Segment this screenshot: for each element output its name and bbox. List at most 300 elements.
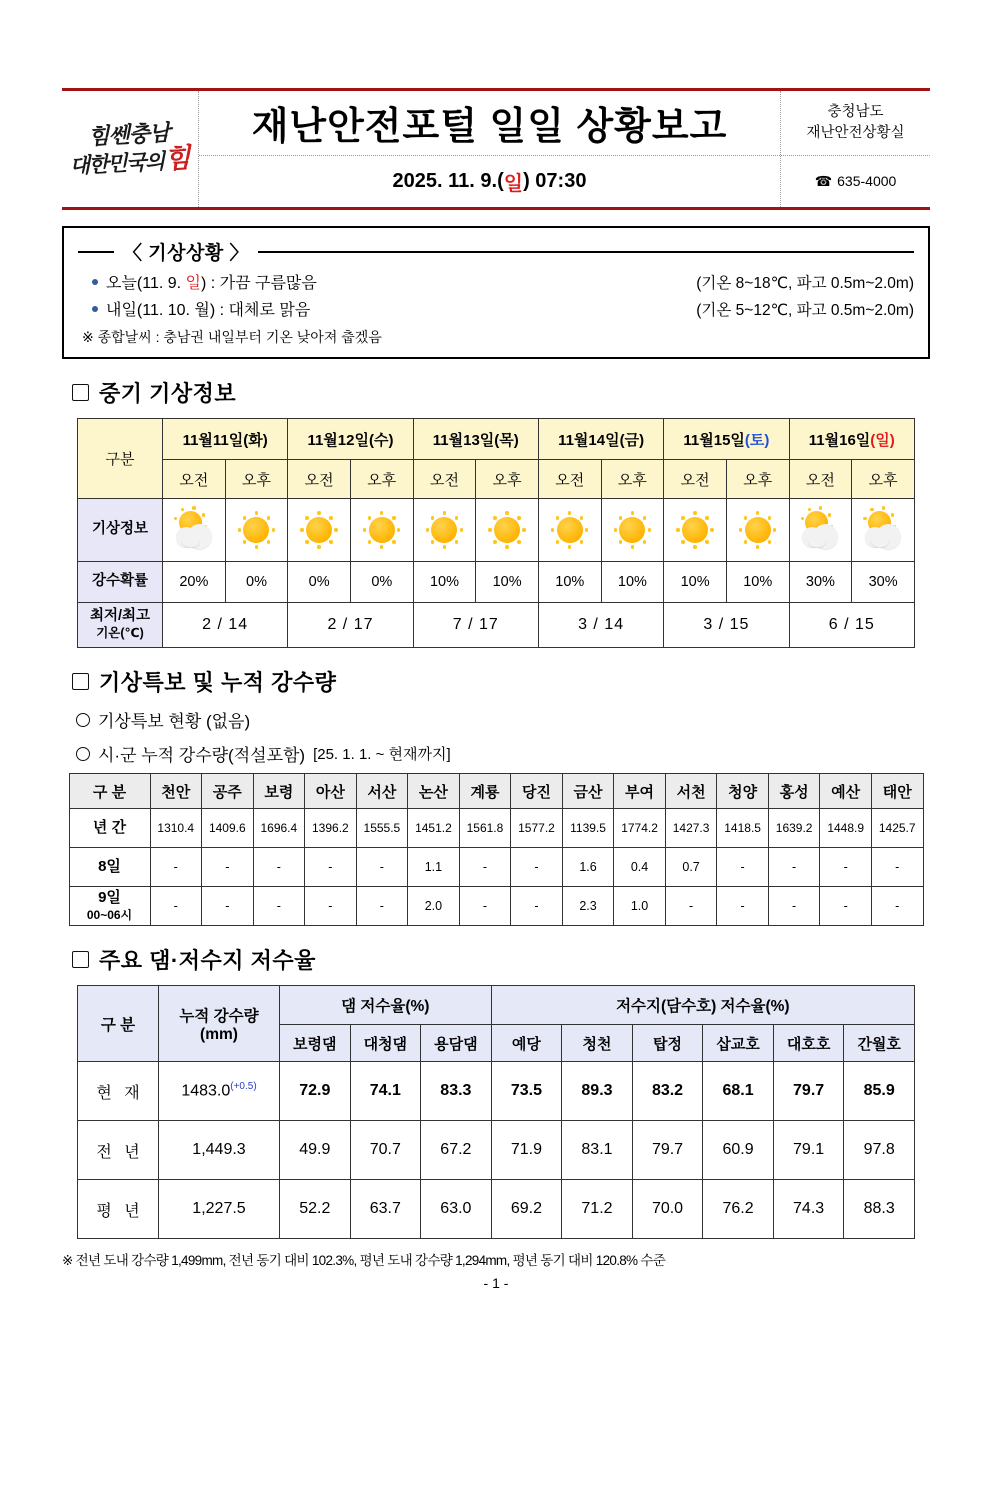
date-header-weekday: (화) <box>243 431 268 449</box>
precip-cell: 1.0 <box>614 887 666 926</box>
precip-cell: - <box>202 887 254 926</box>
weather-icon-cell-1 <box>225 499 288 562</box>
sun-ray <box>705 516 708 519</box>
ampm-header: 오전 <box>789 460 852 499</box>
ampm-header: 오후 <box>476 460 539 499</box>
pop-cell: 10% <box>664 562 727 603</box>
weather-icon-cell-2 <box>288 499 351 562</box>
precip-col-header: 구 분 <box>69 774 150 809</box>
precip-col-header: 계룡 <box>459 774 511 809</box>
circle-bullet-icon <box>76 747 90 761</box>
cloud-puff <box>871 533 889 547</box>
precip-cell: 1451.2 <box>408 809 460 848</box>
precip-cell: - <box>459 848 511 887</box>
sun-ray <box>614 528 617 531</box>
report-date-weekday: 일 <box>503 172 524 195</box>
midterm-ampm-row <box>78 460 915 499</box>
midterm-gubun-header: 구분 <box>78 419 163 499</box>
precip-row-label-sub: 00~06시 <box>86 908 133 922</box>
dam-value-cell: 83.1 <box>562 1121 633 1180</box>
dam-group-header: 댐 저수율(%) <box>280 986 492 1025</box>
precip-cell: - <box>820 887 872 926</box>
precip-cell: - <box>150 887 202 926</box>
sun-ray <box>619 540 622 543</box>
reservoir-name-header: 청천 <box>562 1025 633 1062</box>
precip-cell: - <box>871 887 923 926</box>
weather-icon-cell-8 <box>664 499 727 562</box>
precip-header-row <box>69 774 923 809</box>
ampm-header: 오전 <box>163 460 226 499</box>
weather-icon-row <box>78 499 915 562</box>
date-header-weekday: (목) <box>494 431 519 449</box>
sun-ray <box>493 516 496 519</box>
dam-value-cell: 83.2 <box>632 1062 703 1121</box>
sun-ray <box>739 528 742 531</box>
sun-ray <box>460 528 463 531</box>
reservoir-name-header: 삽교호 <box>703 1025 774 1062</box>
bullet-icon <box>92 279 98 285</box>
midterm-forecast-table <box>77 418 915 648</box>
precip-row-label <box>69 887 150 926</box>
sun-ray <box>517 516 520 519</box>
dam-value-cell: 83.3 <box>421 1062 492 1121</box>
section-title-alerts: 기상특보 및 누적 강수량 <box>99 670 337 695</box>
precip-cell: - <box>717 848 769 887</box>
alert-status-text: 기상특보 현황 (없음) <box>98 712 251 731</box>
ampm-header: 오전 <box>538 460 601 499</box>
table-row <box>69 848 923 887</box>
sun-ray <box>648 528 651 531</box>
precip-cell: - <box>717 887 769 926</box>
cumulative-precip-period: [25. 1. 1. ~ 현재까지] <box>313 746 451 763</box>
sun-disc <box>619 517 645 543</box>
dam-value-cell: 89.3 <box>562 1062 633 1121</box>
ampm-header: 오후 <box>852 460 915 499</box>
telephone-icon: ☎ <box>814 172 833 189</box>
pop-cell: 10% <box>538 562 601 603</box>
pop-cell: 10% <box>726 562 789 603</box>
report-datetime <box>199 156 780 207</box>
sun-ray <box>317 545 320 548</box>
sun-ray <box>693 511 696 514</box>
overall-weather-note: ※ 종합날씨 : 충남권 내일부터 기온 낮아져 춥겠음 <box>82 329 382 345</box>
cloud-puff <box>182 533 200 547</box>
legend-label: 〈 기상상황 〉 <box>123 243 249 264</box>
sun-ray <box>505 545 508 548</box>
pop-cell: 30% <box>789 562 852 603</box>
org-line1: 충청남도 <box>827 103 884 120</box>
chungnam-logo <box>62 91 199 207</box>
dam-value-cell: 69.2 <box>491 1180 562 1239</box>
date-header-weekday: (토) <box>744 431 770 449</box>
weather-icon-cell-6 <box>538 499 601 562</box>
precip-cell: - <box>820 848 872 887</box>
row-label-pop: 강수확률 <box>78 562 163 603</box>
dam-precip-value: 1483.0 <box>181 1082 231 1100</box>
logo-line2-red: 힘 <box>164 142 192 175</box>
page-title: 재난안전포털 일일 상황보고 <box>199 91 780 156</box>
date-header-4 <box>664 419 789 460</box>
dam-precip-header <box>159 986 280 1062</box>
sub-heading-alert-status <box>76 707 930 732</box>
precip-col-header: 청양 <box>717 774 769 809</box>
dam-value-cell: 67.2 <box>421 1121 492 1180</box>
precip-cell: 1448.9 <box>820 809 872 848</box>
sun-ray <box>568 545 571 548</box>
date-header-1 <box>288 419 413 460</box>
sun-ray <box>551 528 554 531</box>
ampm-header: 오후 <box>225 460 288 499</box>
precip-cell: 1555.5 <box>356 809 408 848</box>
precip-cell: 1.1 <box>408 848 460 887</box>
table-row <box>78 1121 915 1180</box>
sun-ray <box>380 511 383 514</box>
sun-ray <box>773 528 776 531</box>
tomorrow-suffix: ) : 대체로 맑음 <box>209 302 311 319</box>
row-label-weather: 기상정보 <box>78 499 163 562</box>
date-header-5 <box>789 419 914 460</box>
weather-icon-cell-9 <box>726 499 789 562</box>
phone-number: 635-4000 <box>837 173 897 190</box>
sun-ray <box>705 540 708 543</box>
sun-ray <box>397 528 400 531</box>
sun-disc <box>494 517 520 543</box>
date-header-text: 11월14일 <box>558 431 620 449</box>
date-header-text: 11월15일 <box>683 431 745 449</box>
sun-ray <box>380 545 383 548</box>
precip-cell: 1425.7 <box>871 809 923 848</box>
precip-col-header: 서산 <box>356 774 408 809</box>
sun-ray <box>455 540 458 543</box>
cloud-puff <box>808 533 826 547</box>
circle-bullet-icon <box>76 713 90 727</box>
sun-disc <box>682 517 708 543</box>
dam-precip-delta: (+0.5) <box>230 1081 257 1093</box>
section-heading-midterm <box>72 377 930 408</box>
dam-value-cell: 97.8 <box>844 1121 915 1180</box>
sun-ray <box>568 511 571 514</box>
precip-cell: - <box>202 848 254 887</box>
sun-ray <box>174 517 177 520</box>
temp-cell: 6 / 15 <box>789 603 914 648</box>
precip-col-header: 보령 <box>253 774 305 809</box>
dam-value-cell: 71.2 <box>562 1180 633 1239</box>
sun-icon <box>736 509 780 551</box>
sun-ray <box>392 540 395 543</box>
date-header-text: 11월12일 <box>307 431 369 449</box>
precip-cell: - <box>871 848 923 887</box>
precip-tbody <box>69 809 923 926</box>
dam-value-cell: 79.7 <box>632 1121 703 1180</box>
table-row <box>69 887 923 926</box>
tomorrow-label <box>106 297 310 320</box>
sun-ray <box>517 540 520 543</box>
precip-col-header: 예산 <box>820 774 872 809</box>
precip-cell: - <box>356 848 408 887</box>
weather-box-legend <box>78 238 914 265</box>
sun-ray <box>891 513 894 516</box>
date-header-weekday: (일) <box>870 431 895 449</box>
temp-cell: 3 / 15 <box>664 603 789 648</box>
sun-ray <box>808 508 811 511</box>
dam-value-cell: 63.7 <box>350 1180 421 1239</box>
precip-cell: - <box>150 848 202 887</box>
checkbox-icon <box>72 673 89 690</box>
precip-cell: 0.4 <box>614 848 666 887</box>
pop-cell: 10% <box>601 562 664 603</box>
sun-ray <box>300 528 303 531</box>
sun-ray <box>493 540 496 543</box>
sun-disc <box>243 517 269 543</box>
report-date-suffix: ) 07:30 <box>523 169 587 192</box>
precip-cell: - <box>356 887 408 926</box>
section-title-midterm: 중기 기상정보 <box>99 381 237 406</box>
sun-ray <box>643 516 646 519</box>
pop-cell: 0% <box>288 562 351 603</box>
date-header-3 <box>538 419 663 460</box>
sun-ray <box>267 516 270 519</box>
dam-group-header-row <box>78 986 915 1025</box>
sun-ray <box>329 540 332 543</box>
row-label-temp <box>78 603 163 648</box>
sun-ray <box>828 513 831 516</box>
ampm-header: 오후 <box>350 460 413 499</box>
weather-icon-cell-11 <box>852 499 915 562</box>
sun-disc <box>369 517 395 543</box>
sun-ray <box>676 528 679 531</box>
logo-artwork <box>68 120 192 177</box>
reservoir-name-header: 대호호 <box>773 1025 844 1062</box>
precip-col-header: 당진 <box>511 774 563 809</box>
ampm-header: 오전 <box>664 460 727 499</box>
precip-col-header: 태안 <box>871 774 923 809</box>
dam-precip-header-l1: 누적 강수량 <box>179 1007 259 1025</box>
weather-icon-cell-10 <box>789 499 852 562</box>
dam-value-cell: 74.3 <box>773 1180 844 1239</box>
dam-value-cell: 76.2 <box>703 1180 774 1239</box>
bullet-icon <box>92 306 98 312</box>
dam-value-cell: 70.0 <box>632 1180 703 1239</box>
sun-ray <box>426 528 429 531</box>
date-header-text: 11월13일 <box>432 431 495 449</box>
precip-cell: 2.0 <box>408 887 460 926</box>
sun-ray <box>882 506 885 509</box>
sun-ray <box>710 528 713 531</box>
precip-cell: - <box>305 887 357 926</box>
dam-value-cell: 73.5 <box>491 1062 562 1121</box>
dam-value-cell: 70.7 <box>350 1121 421 1180</box>
precip-cell: 0.7 <box>665 848 717 887</box>
sun-icon <box>673 509 717 551</box>
sun-ray <box>488 528 491 531</box>
sun-ray <box>619 516 622 519</box>
reservoir-name-header: 예당 <box>491 1025 562 1062</box>
sun-icon <box>360 509 404 551</box>
dam-thead <box>78 986 915 1062</box>
sun-ray <box>580 540 583 543</box>
precip-cell: - <box>511 887 563 926</box>
sun-ray <box>255 545 258 548</box>
precip-col-header: 금산 <box>562 774 614 809</box>
sun-ray <box>243 540 246 543</box>
dam-name-header: 보령댐 <box>280 1025 351 1062</box>
weather-icon-cell-5 <box>476 499 539 562</box>
dam-gubun-header: 구 분 <box>78 986 159 1062</box>
weather-situation-box <box>62 226 930 359</box>
reservoir-name-header: 탑정 <box>632 1025 703 1062</box>
ampm-header: 오후 <box>601 460 664 499</box>
sun-ray <box>368 516 371 519</box>
precip-row-label-main: 9일 <box>98 888 121 906</box>
pop-cell: 0% <box>350 562 413 603</box>
weather-icon-cell-7 <box>601 499 664 562</box>
checkbox-icon <box>72 384 89 401</box>
legend-dash-right <box>258 251 914 253</box>
sub-heading-cumulative-precip <box>76 741 930 766</box>
sun-ray <box>556 516 559 519</box>
section-heading-dam <box>72 944 930 975</box>
precip-col-header: 천안 <box>150 774 202 809</box>
document-header <box>62 88 930 210</box>
sun-ray <box>756 545 759 548</box>
precip-col-header: 논산 <box>408 774 460 809</box>
header-org-panel <box>780 91 930 207</box>
sun-disc <box>306 517 332 543</box>
sun-ray <box>556 540 559 543</box>
sun-ray <box>305 540 308 543</box>
precip-col-header: 공주 <box>202 774 254 809</box>
sun-behind-cloud-icon <box>861 509 905 551</box>
temp-cell: 7 / 17 <box>413 603 538 648</box>
ampm-header: 오전 <box>413 460 476 499</box>
sun-behind-cloud-icon <box>798 509 842 551</box>
dam-precip-header-l2: (mm) <box>200 1025 238 1043</box>
precip-cell: 1639.2 <box>768 809 820 848</box>
precip-cell: - <box>459 887 511 926</box>
sun-ray <box>317 511 320 514</box>
sun-ray <box>768 540 771 543</box>
sun-ray <box>255 511 258 514</box>
dam-row-label: 전 년 <box>78 1121 159 1180</box>
sun-ray <box>238 528 241 531</box>
sun-icon <box>548 509 592 551</box>
report-page <box>0 88 992 1491</box>
dam-name-header: 대청댐 <box>350 1025 421 1062</box>
sun-disc <box>745 517 771 543</box>
footnote-text: ※ 전년 도내 강수량 1,499mm, 전년 동기 대비 102.3%, 평년 도내 강수량 1,294mm, 평년 동기 대비 120.8% 수준 <box>62 1253 666 1268</box>
tomorrow-weather-line <box>92 297 914 320</box>
sun-behind-cloud-icon <box>172 509 216 551</box>
logo-line2 <box>69 144 191 177</box>
sun-ray <box>522 528 525 531</box>
precip-col-header: 서천 <box>665 774 717 809</box>
dam-value-cell: 52.2 <box>280 1180 351 1239</box>
sun-icon <box>422 509 466 551</box>
pop-cell: 0% <box>225 562 288 603</box>
dam-precip-cell: 1,449.3 <box>159 1121 280 1180</box>
sun-ray <box>744 516 747 519</box>
temp-cell: 2 / 14 <box>163 603 288 648</box>
dam-value-cell: 85.9 <box>844 1062 915 1121</box>
sun-ray <box>756 511 759 514</box>
dam-value-cell: 63.0 <box>421 1180 492 1239</box>
sun-ray <box>819 506 822 509</box>
temp-cell: 3 / 14 <box>538 603 663 648</box>
pop-cell: 20% <box>163 562 226 603</box>
dam-value-cell: 71.9 <box>491 1121 562 1180</box>
precip-cell: 2.3 <box>562 887 614 926</box>
dam-value-cell: 79.7 <box>773 1062 844 1121</box>
precip-row-label: 8일 <box>69 848 150 887</box>
sun-ray <box>863 517 866 520</box>
pop-cell: 30% <box>852 562 915 603</box>
dam-value-cell: 74.1 <box>350 1062 421 1121</box>
sun-ray <box>267 540 270 543</box>
today-values: (기온 8~18℃, 파고 0.5m~2.0m) <box>696 275 914 292</box>
dam-value-cell: 79.1 <box>773 1121 844 1180</box>
sun-ray <box>631 511 634 514</box>
sun-ray <box>870 508 873 511</box>
dam-row-label: 현 재 <box>78 1062 159 1121</box>
precip-cell: 1774.2 <box>614 809 666 848</box>
sun-ray <box>744 540 747 543</box>
table-row <box>78 1062 915 1121</box>
sun-ray <box>431 540 434 543</box>
page-number: - 1 - <box>483 1275 509 1291</box>
precip-cell: - <box>768 848 820 887</box>
weather-icon-cell-4 <box>413 499 476 562</box>
sun-disc <box>557 517 583 543</box>
precip-probability-row <box>78 562 915 603</box>
sun-ray <box>272 528 275 531</box>
sun-ray <box>334 528 337 531</box>
sun-icon <box>610 509 654 551</box>
dam-precip-cell: 1,227.5 <box>159 1180 280 1239</box>
org-line2: 재난안전상황실 <box>806 124 905 141</box>
sun-ray <box>631 545 634 548</box>
logo-line1: 힘쎈충남 <box>88 119 171 150</box>
table-row <box>78 1180 915 1239</box>
date-header-weekday: (수) <box>368 431 394 449</box>
sun-icon <box>234 509 278 551</box>
precip-col-header: 홍성 <box>768 774 820 809</box>
checkbox-icon <box>72 951 89 968</box>
precip-cell: 1310.4 <box>150 809 202 848</box>
sun-icon <box>297 509 341 551</box>
temperature-row <box>78 603 915 648</box>
sun-ray <box>443 545 446 548</box>
precip-cell: 1577.2 <box>511 809 563 848</box>
weather-icon-cell-3 <box>350 499 413 562</box>
dam-value-cell: 68.1 <box>703 1062 774 1121</box>
precipitation-table <box>69 773 924 926</box>
sun-ray <box>768 516 771 519</box>
midterm-tbody <box>78 499 915 648</box>
report-date-prefix: 2025. 11. 9.( <box>392 169 504 192</box>
dam-tbody <box>78 1062 915 1239</box>
precip-cell: 1696.4 <box>253 809 305 848</box>
sun-ray <box>202 513 205 516</box>
sun-ray <box>368 540 371 543</box>
precip-cell: 1139.5 <box>562 809 614 848</box>
dam-reservoir-table <box>77 985 915 1239</box>
sun-ray <box>585 528 588 531</box>
precip-cell: 1396.2 <box>305 809 357 848</box>
legend-dash-left <box>78 251 114 253</box>
precip-cell: 1561.8 <box>459 809 511 848</box>
date-header-weekday: (금) <box>619 431 645 449</box>
precip-cell: 1.6 <box>562 848 614 887</box>
